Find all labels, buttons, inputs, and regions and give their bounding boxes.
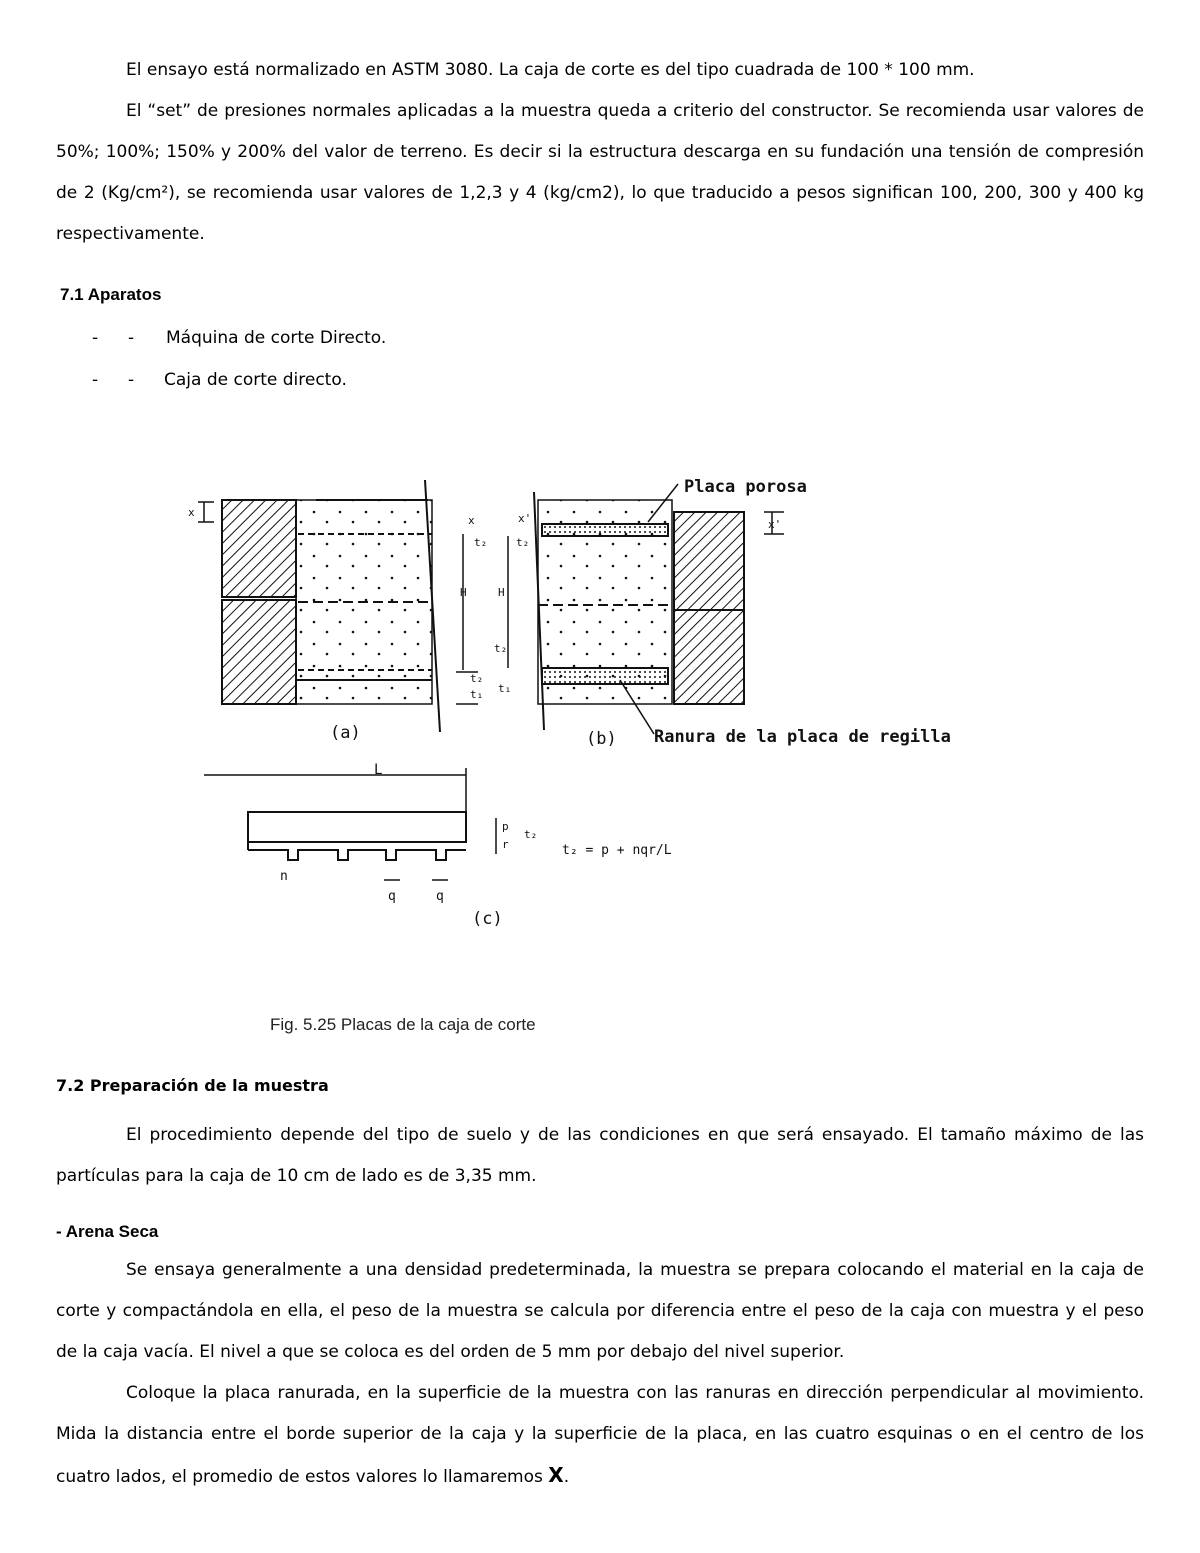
- section-7-2-paragraph: El procedimiento depende del tipo de suelo y de las condiciones en que será ensayado. El tamaño máximo de las partículas para la caja de 10 cm de lado es de 3,35 mm.: [56, 1125, 1144, 1186]
- label-t2: t₂: [494, 642, 508, 655]
- bullet-dash: -: [128, 328, 135, 348]
- label-c: (c): [472, 909, 503, 929]
- label-x: x: [188, 506, 195, 519]
- label-q: q: [436, 889, 444, 904]
- diagram-c: [204, 768, 496, 880]
- list-item-maquina: Máquina de corte Directo.: [166, 328, 387, 348]
- diagram-a: [198, 480, 478, 732]
- label-p: p: [502, 820, 509, 833]
- section-7-2-heading: 7.2 Preparación de la muestra: [56, 1076, 329, 1095]
- figure-caption: Fig. 5.25 Placas de la caja de corte: [270, 1015, 536, 1034]
- label-L: L: [374, 762, 383, 778]
- arena-seca-paragraph-2-text: Coloque la placa ranurada, en la superficie de la muestra con las ranuras en dirección perpendicular al movimiento. Mida la distancia entre el borde superior de la caja y la superficie de la placa, en las cuatro esquinas o en el centro de los cuatro lados, el promedio de estos valores lo llamaremos: [56, 1383, 1144, 1487]
- bullet-dash: -: [92, 328, 99, 348]
- label-q: q: [388, 889, 396, 904]
- bullet-dash: -: [92, 370, 99, 390]
- intro-paragraph-1: El ensayo está normalizado en ASTM 3080. La caja de corte es del tipo cuadrada de 100 * 100 mm.: [126, 60, 975, 80]
- arena-seca-paragraph-1: Se ensaya generalmente a una densidad predeterminada, la muestra se prepara colocando el material en la caja de corte y compactándola en ella, el peso de la muestra se calcula por diferencia entre el peso de la caja con muestra y el peso de la caja vacía. El nivel a que se coloca es del orden de 5 mm por debajo del nivel superior.: [56, 1260, 1144, 1362]
- label-ranura: Ranura de la placa de regilla: [654, 727, 951, 747]
- label-t2: t₂: [516, 536, 530, 549]
- label-n: n: [280, 869, 288, 884]
- label-t2: t₂: [470, 672, 484, 685]
- label-t2: t₂: [474, 536, 488, 549]
- list-item-caja: Caja de corte directo.: [164, 370, 347, 390]
- x-symbol: X: [548, 1463, 564, 1487]
- bullet-dash: -: [128, 370, 135, 390]
- label-H: H: [460, 586, 467, 599]
- label-placa-porosa: Placa porosa: [684, 477, 807, 497]
- intro-paragraph-2: El “set” de presiones normales aplicadas a la muestra queda a criterio del constructor. Se recomienda usar valores de 50%; 100%; 150% y 200% del valor de terreno. Es decir si la estructura descarga en su fundación una tensión de compresión de 2 (Kg/cm²), se recomienda usar valores de 1,2,3 y 4 (kg/cm2), lo que traducido a pesos significan 100, 200, 300 y 400 kg respectivamente.: [56, 101, 1144, 244]
- label-a: (a): [330, 723, 361, 743]
- arena-seca-heading: - Arena Seca: [56, 1222, 159, 1241]
- label-t1: t₁: [498, 682, 512, 695]
- label-t2: t₂: [524, 828, 538, 841]
- label-H-prime: H': [498, 586, 512, 599]
- arena-seca-paragraph-2: [56, 1373, 1144, 1498]
- label-x: x: [468, 514, 475, 527]
- shear-box-plates-figure: [178, 440, 958, 940]
- label-formula: t₂ = p + nqr/L: [562, 843, 672, 858]
- section-7-1-heading: 7.1 Aparatos: [60, 285, 162, 304]
- label-b: (b): [586, 729, 617, 749]
- sentence-end: .: [563, 1467, 570, 1487]
- label-t1: t₁: [470, 688, 484, 701]
- label-x-prime: x': [518, 512, 532, 525]
- label-r: r: [502, 838, 509, 851]
- label-x-prime: x': [768, 518, 782, 531]
- diagram-b: [508, 484, 784, 734]
